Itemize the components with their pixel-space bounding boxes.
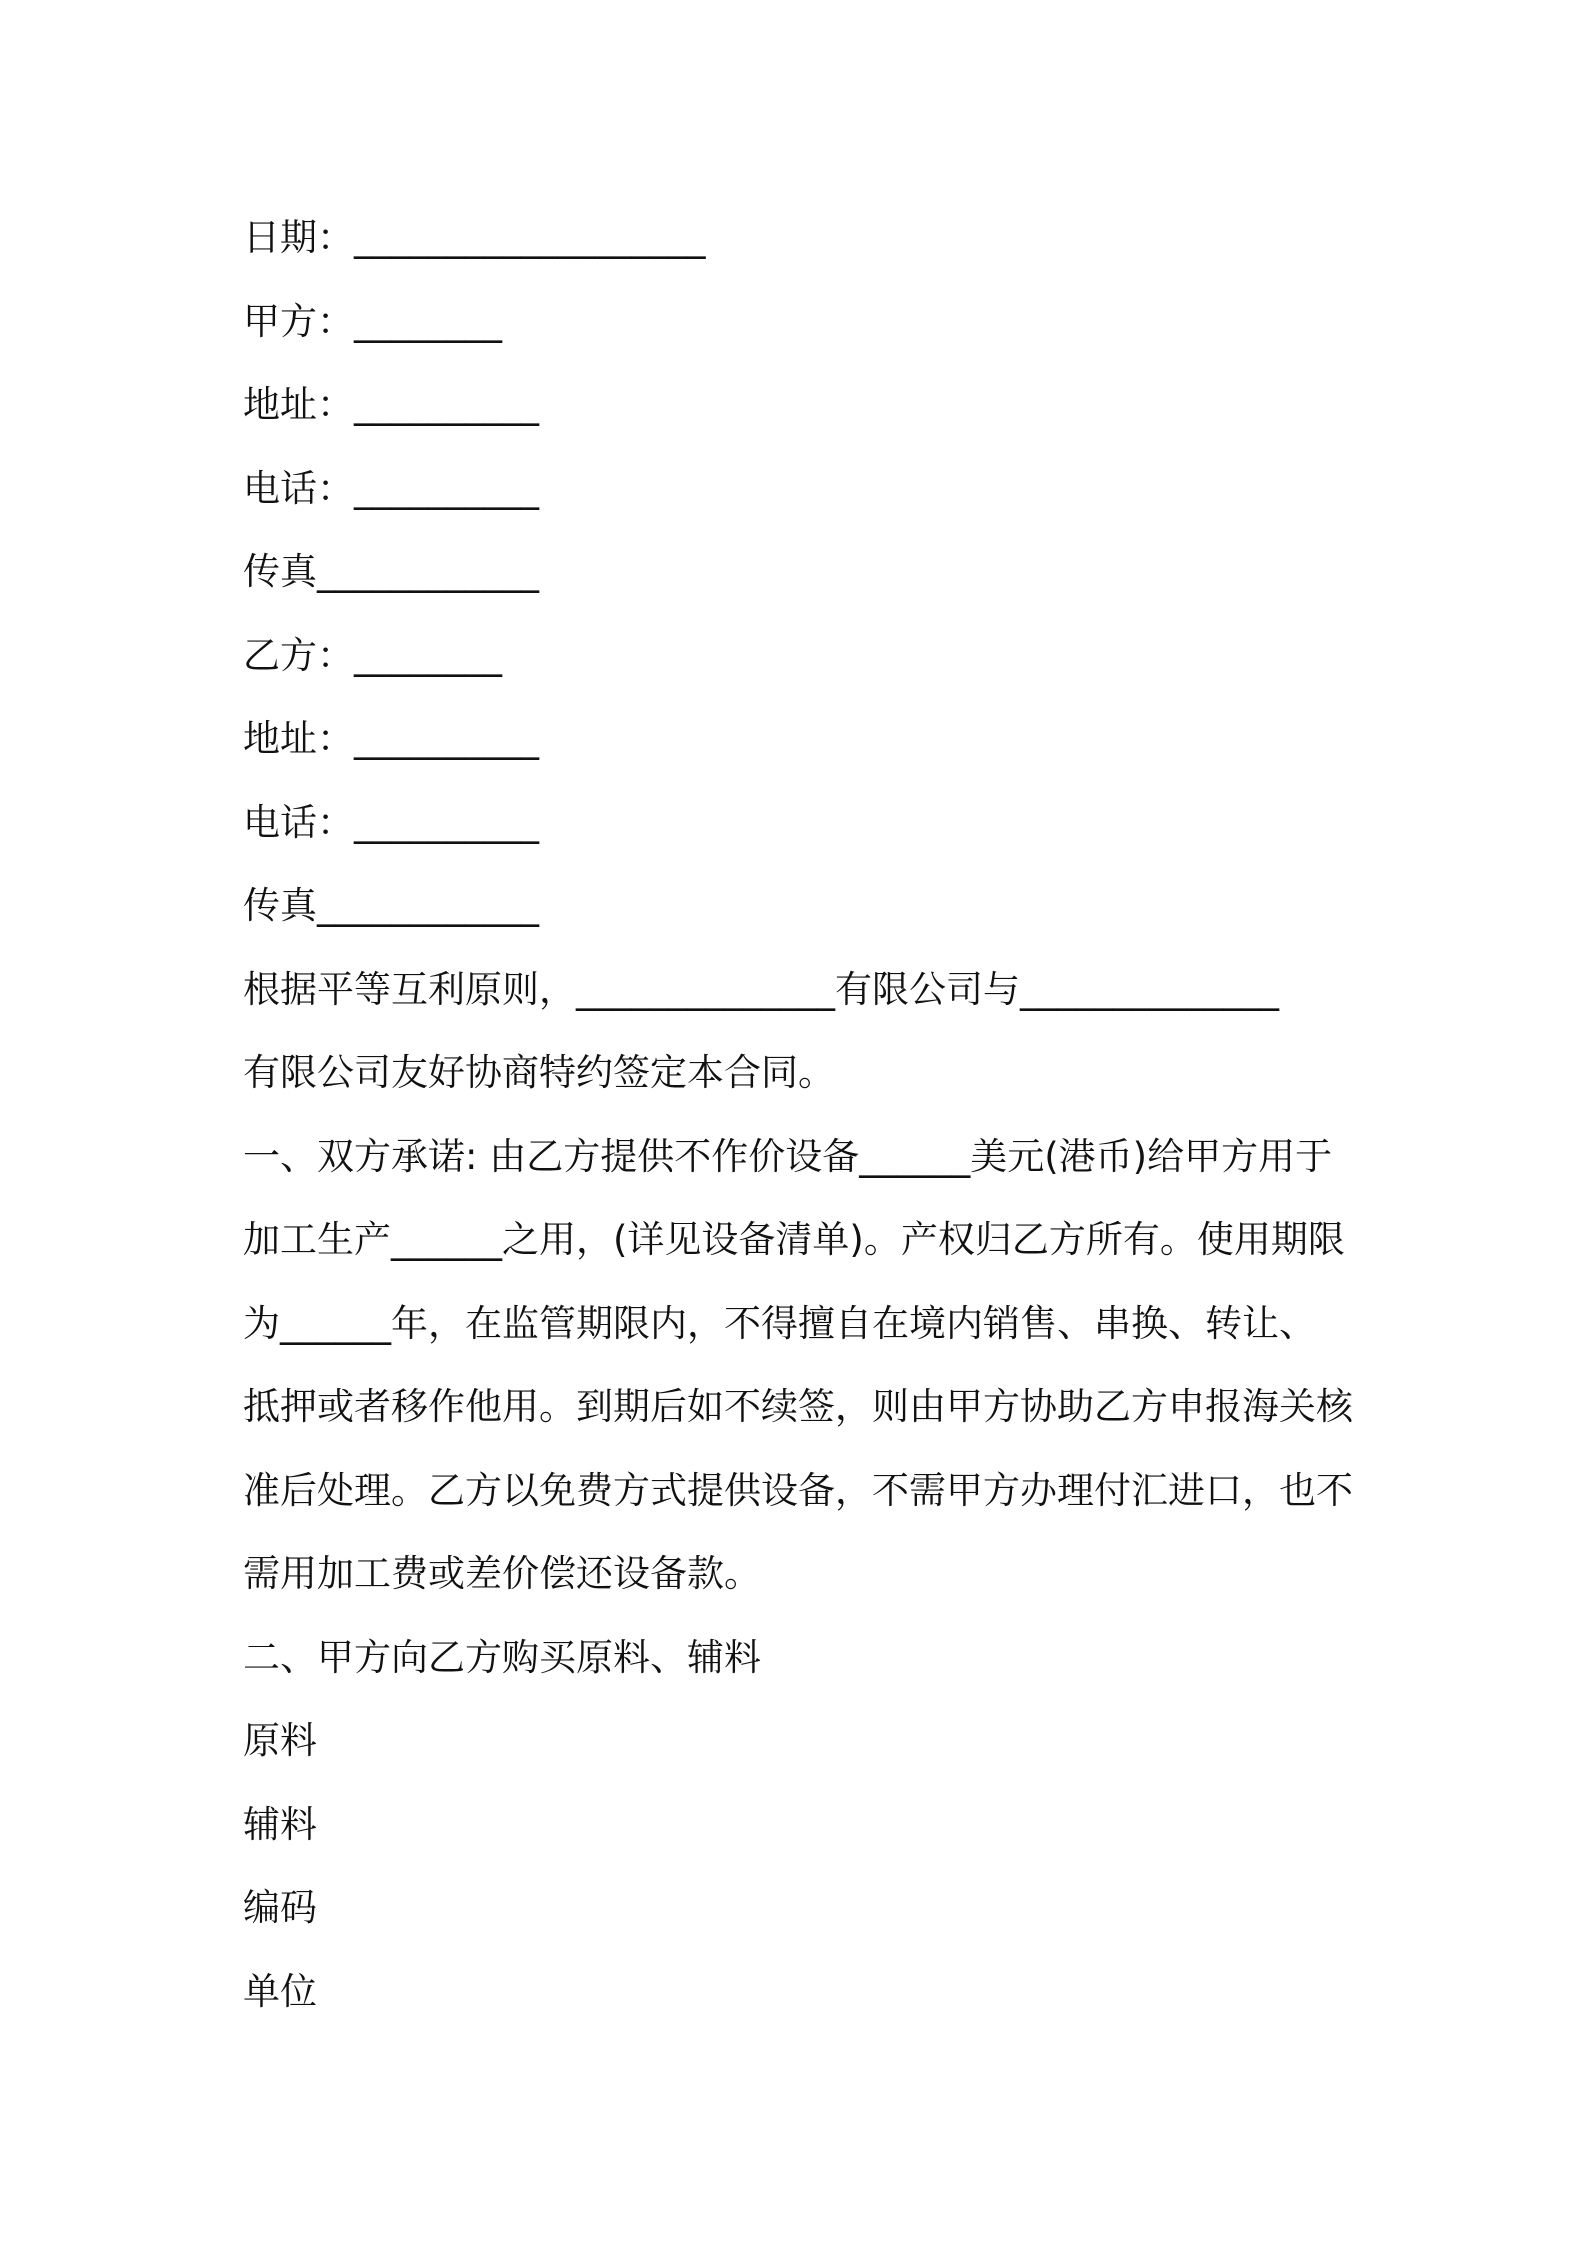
party-a-fax-label: 传真: [243, 550, 317, 593]
party-a-address-field: [243, 363, 1353, 447]
party-b-phone-label: 电话：: [243, 800, 354, 844]
party-a-phone-field: [243, 447, 1353, 531]
party-b-phone-blank: __________: [354, 800, 539, 844]
section-1-line: 抵押或者移作他用。到期后如不续签，则由甲方协助乙方申报海关核: [243, 1385, 1353, 1428]
section-1-line: 需用加工费或差价偿还设备款。: [243, 1552, 761, 1595]
party-a-fax-blank: ____________: [317, 550, 539, 593]
party-b-address-blank: __________: [354, 717, 539, 760]
date-label: 日期：: [243, 216, 354, 259]
party-b-label: 乙方：: [243, 633, 354, 677]
party-b-field: [243, 614, 1353, 698]
party-a-phone-blank: __________: [354, 466, 539, 510]
party-b-address-label: 地址：: [243, 717, 354, 760]
intro-line-2: 有限公司友好协商特约签定本合同。: [243, 1051, 835, 1094]
section-1-line: 一、双方承诺: 由乙方提供不作价设备______美元(港币)给甲方用于: [243, 1134, 1333, 1178]
section-2-item-raw-material: 原料: [243, 1719, 317, 1762]
section-2-item-unit: 单位: [243, 1969, 317, 2013]
party-b-address-field: [243, 697, 1353, 781]
intro-line-1: 根据平等互利原则，______________有限公司与______________: [243, 967, 1279, 1011]
section-2-heading: 二、甲方向乙方购买原料、辅料: [243, 1635, 761, 1679]
party-a-blank: ________: [354, 299, 502, 343]
section-1-line: 为______年，在监管期限内，不得擅自在境内销售、串换、转让、: [243, 1301, 1316, 1345]
party-a-address-label: 地址：: [243, 383, 354, 426]
party-a-address-blank: __________: [354, 383, 539, 426]
party-a-label: 甲方：: [243, 299, 354, 343]
contract-body: [243, 196, 1353, 2033]
date-field: [243, 196, 1353, 280]
section-1-line: 准后处理。乙方以免费方式提供设备，不需甲方办理付汇进口，也不: [243, 1468, 1353, 1512]
section-2-item-auxiliary-material: 辅料: [243, 1802, 317, 1846]
party-a-fax-field: [243, 530, 1353, 614]
party-b-fax-blank: ____________: [317, 884, 539, 927]
section-2-item-code: 编码: [243, 1886, 317, 1929]
party-b-blank: ________: [354, 633, 502, 677]
party-b-phone-field: [243, 781, 1353, 865]
date-blank: ___________________: [354, 216, 706, 259]
party-b-fax-field: [243, 864, 1353, 948]
section-1-line: 加工生产______之用，(详见设备清单)。产权归乙方所有。使用期限: [243, 1218, 1345, 1261]
party-a-field: [243, 280, 1353, 364]
party-a-phone-label: 电话：: [243, 466, 354, 510]
party-b-fax-label: 传真: [243, 884, 317, 927]
